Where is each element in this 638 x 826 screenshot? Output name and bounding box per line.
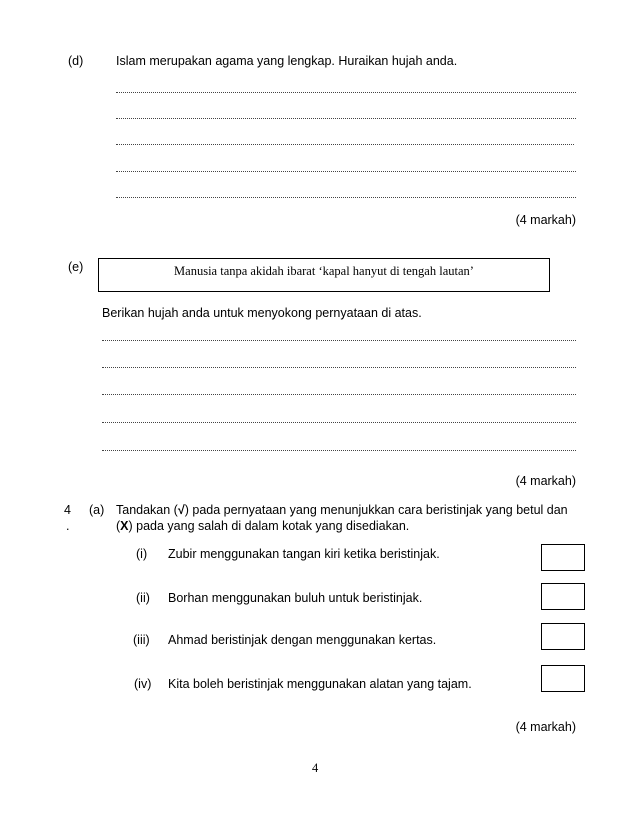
answer-line[interactable]	[116, 197, 576, 198]
question-number: 4	[64, 503, 71, 517]
item-number: (i)	[136, 547, 148, 561]
tick-symbol: √	[177, 503, 185, 517]
instruction-text: ) pada yang salah di dalam kotak yang disediakan.	[128, 519, 410, 533]
instruction-line-1	[116, 503, 568, 517]
part-e-question: Berikan hujah anda untuk menyokong pernyataan di atas.	[102, 306, 422, 320]
instruction-line-2	[116, 519, 409, 533]
item-number: (iii)	[133, 633, 150, 647]
page-number: 4	[312, 761, 319, 775]
item-text: Kita boleh beristinjak menggunakan alatan yang tajam.	[168, 677, 472, 691]
answer-box[interactable]	[541, 544, 585, 571]
answer-line[interactable]	[116, 92, 576, 93]
instruction-text: Tandakan (	[116, 503, 178, 517]
answer-box[interactable]	[541, 665, 585, 692]
part-d-label: (d)	[68, 54, 84, 68]
answer-box[interactable]	[541, 583, 585, 610]
item-number: (ii)	[136, 591, 150, 605]
part-e-marks: (4 markah)	[515, 474, 576, 488]
question-number-dot: .	[66, 519, 70, 533]
answer-box[interactable]	[541, 623, 585, 650]
part-d-question: Islam merupakan agama yang lengkap. Huraikan hujah anda.	[116, 54, 458, 68]
quote-text: Manusia tanpa akidah ibarat ‘kapal hanyut di tengah lautan’	[174, 264, 474, 278]
answer-line[interactable]	[102, 422, 576, 423]
instruction-text: ) pada pernyataan yang menunjukkan cara beristinjak yang betul dan	[184, 503, 568, 517]
item-text: Ahmad beristinjak dengan menggunakan kertas.	[168, 633, 437, 647]
part-e-label: (e)	[68, 260, 84, 274]
answer-line[interactable]	[102, 340, 576, 341]
question-4-marks: (4 markah)	[515, 720, 576, 734]
item-number: (iv)	[134, 677, 152, 691]
quote-box	[98, 258, 550, 292]
instruction-text: (	[116, 519, 121, 533]
item-text: Borhan menggunakan buluh untuk beristinjak.	[168, 591, 423, 605]
answer-line[interactable]	[102, 367, 576, 368]
answer-line[interactable]	[102, 450, 576, 451]
answer-line[interactable]	[102, 394, 576, 395]
answer-line[interactable]	[116, 118, 576, 119]
answer-line[interactable]	[116, 144, 574, 145]
cross-symbol: X	[120, 519, 129, 533]
part-a-label: (a)	[89, 503, 105, 517]
item-text: Zubir menggunakan tangan kiri ketika beristinjak.	[168, 547, 440, 561]
part-d-marks: (4 markah)	[515, 213, 576, 227]
answer-line[interactable]	[116, 171, 576, 172]
